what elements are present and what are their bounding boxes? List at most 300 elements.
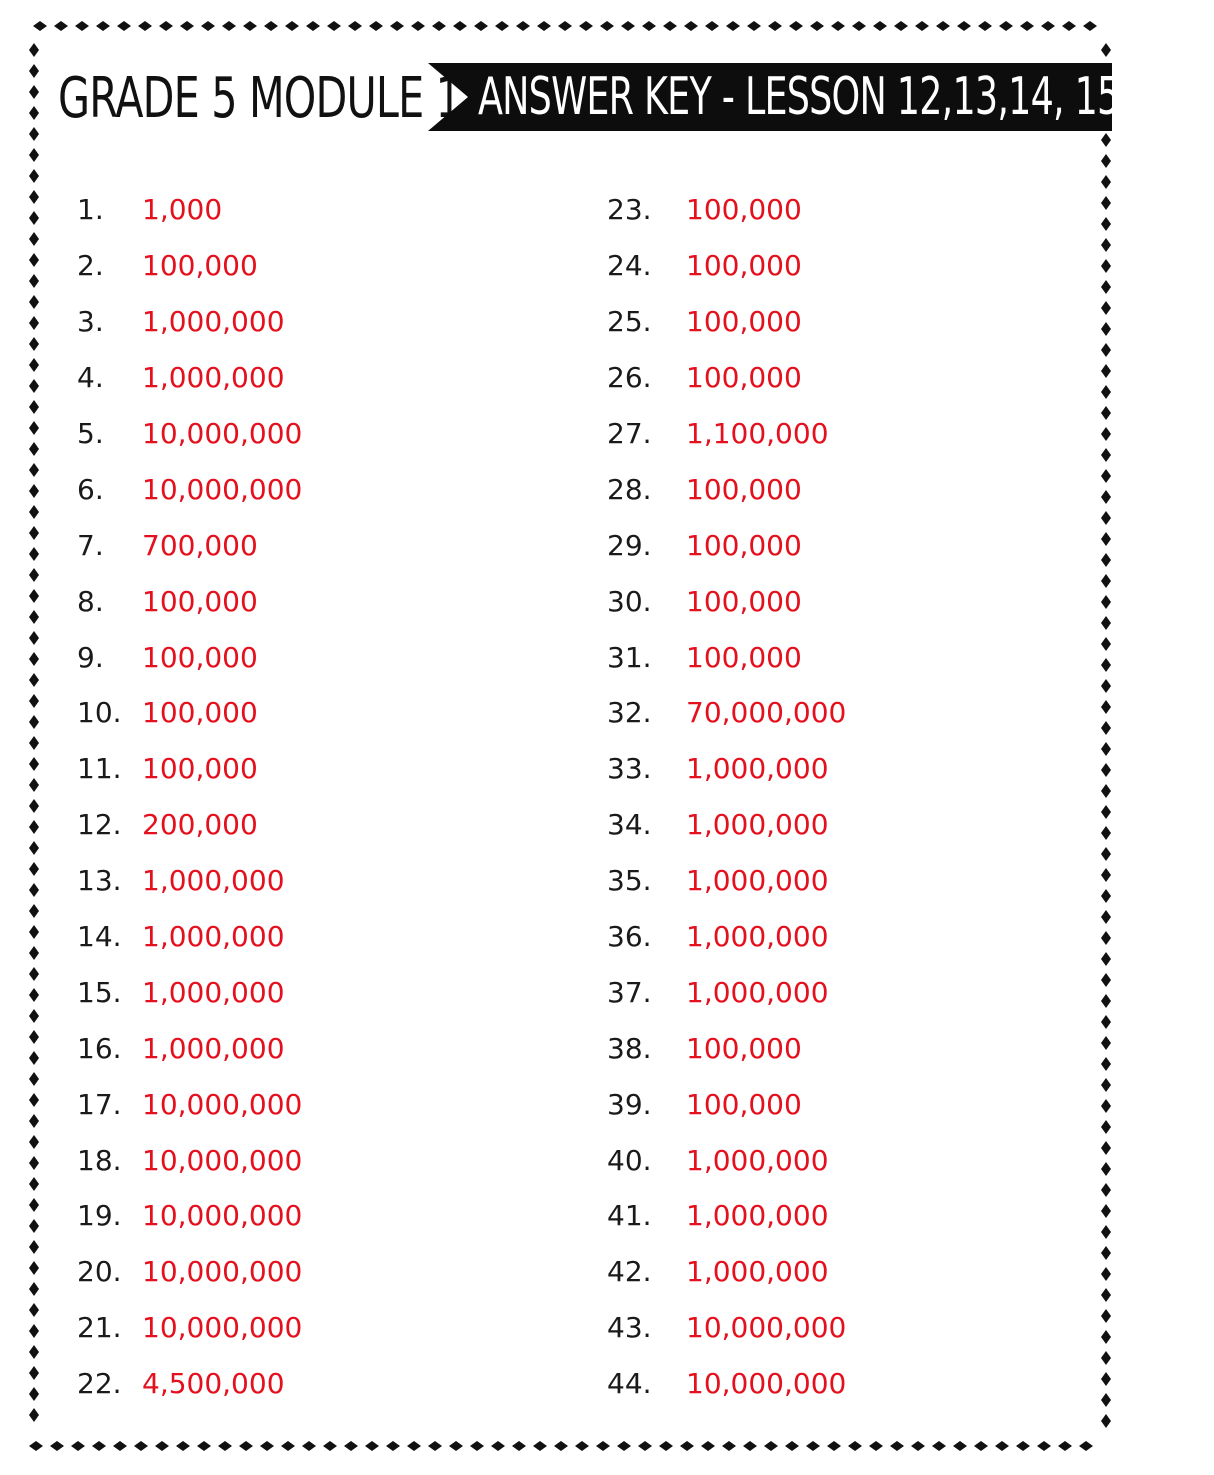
border-diamond [54, 21, 68, 31]
border-diamond [222, 21, 236, 31]
question-number: 1. [77, 193, 104, 227]
border-diamond [474, 21, 488, 31]
border-diamond [1101, 364, 1111, 378]
answer-value: 10,000,000 [142, 417, 303, 450]
answer-item [607, 573, 846, 629]
question-number: 44. [607, 1367, 652, 1401]
border-diamond [1101, 385, 1111, 399]
question-number: 16. [77, 1031, 122, 1065]
border-diamond [890, 1441, 904, 1451]
border-diamond [1101, 280, 1111, 294]
border-diamond [1101, 784, 1111, 798]
answer-value: 70,000,000 [686, 696, 847, 730]
answer-item [77, 964, 302, 1020]
border-diamond [1101, 1078, 1111, 1092]
answer-value: 10,000,000 [142, 1087, 303, 1121]
answer-item [607, 238, 846, 294]
answer-value: 1,000,000 [686, 808, 829, 842]
answer-value: 100,000 [686, 472, 802, 506]
question-number: 5. [77, 417, 104, 450]
border-diamond [869, 1441, 883, 1451]
answer-value: 1,000,000 [686, 1143, 829, 1177]
border-diamond [915, 21, 929, 31]
border-diamond [470, 1441, 484, 1451]
answer-value: 10,000,000 [142, 1311, 303, 1345]
answer-item [77, 1076, 302, 1132]
question-number: 14. [77, 920, 122, 954]
answer-value: 10,000,000 [142, 1199, 303, 1233]
border-diamond [1101, 217, 1111, 231]
question-number: 4. [77, 361, 104, 395]
answer-value: 1,000,000 [686, 1199, 829, 1233]
question-number: 23. [607, 193, 652, 227]
border-diamond [1101, 1162, 1111, 1176]
border-diamond [29, 694, 39, 708]
border-diamond [1101, 553, 1111, 567]
border-diamond [974, 1441, 988, 1451]
answer-item [77, 1356, 302, 1412]
answer-item [607, 1188, 846, 1244]
border-diamond [29, 337, 39, 351]
question-number: 18. [77, 1143, 122, 1177]
answer-value: 700,000 [142, 528, 258, 562]
border-diamond [537, 21, 551, 31]
border-diamond [491, 1441, 505, 1451]
answer-value: 100,000 [142, 249, 258, 283]
border-diamond [1101, 469, 1111, 483]
question-number: 26. [607, 361, 652, 395]
answer-item [77, 461, 302, 517]
border-diamond [1101, 1141, 1111, 1155]
question-number: 13. [77, 864, 122, 898]
border-diamond [1101, 343, 1111, 357]
border-diamond [432, 21, 446, 31]
answer-value: 1,000,000 [142, 361, 285, 395]
border-diamond [29, 568, 39, 582]
border-diamond [533, 1441, 547, 1451]
border-diamond [285, 21, 299, 31]
border-diamond [953, 1441, 967, 1451]
border-diamond [29, 841, 39, 855]
answer-value: 1,000,000 [686, 864, 829, 898]
answer-value: 100,000 [142, 696, 258, 730]
answer-value: 1,000,000 [686, 975, 829, 1009]
border-diamond [29, 610, 39, 624]
question-number: 28. [607, 472, 652, 506]
border-diamond [1101, 910, 1111, 924]
border-diamond [663, 21, 677, 31]
border-diamond [785, 1441, 799, 1451]
answer-item [607, 1244, 846, 1300]
border-diamond [138, 21, 152, 31]
answer-value: 10,000,000 [686, 1367, 847, 1401]
border-diamond [1101, 175, 1111, 189]
question-number: 41. [607, 1199, 652, 1233]
border-diamond [1101, 133, 1111, 147]
border-diamond [407, 1441, 421, 1451]
border-diamond [29, 1219, 39, 1233]
answer-value: 1,000,000 [142, 975, 285, 1009]
border-diamond [638, 1441, 652, 1451]
border-diamond [1101, 1393, 1111, 1407]
border-diamond [75, 21, 89, 31]
border-diamond [29, 1387, 39, 1401]
answer-value: 100,000 [686, 528, 802, 562]
border-diamond [1101, 1309, 1111, 1323]
border-diamond [1101, 1036, 1111, 1050]
question-number: 40. [607, 1143, 652, 1177]
answer-value: 1,000,000 [142, 305, 285, 339]
banner-title: ANSWER KEY - LESSON 12,13,14, 15 & 16 [478, 67, 1214, 127]
answer-value: 1,000,000 [142, 1031, 285, 1065]
answer-value: 1,000,000 [686, 1255, 829, 1289]
answer-value: 1,000,000 [686, 752, 829, 786]
border-diamond [29, 967, 39, 981]
border-diamond [1058, 1441, 1072, 1451]
question-number: 7. [77, 528, 104, 562]
question-number: 29. [607, 528, 652, 562]
answer-value: 100,000 [142, 752, 258, 786]
answer-item [77, 573, 302, 629]
border-diamond [1101, 238, 1111, 252]
answer-item [607, 294, 846, 350]
border-diamond [323, 1441, 337, 1451]
border-diamond [1101, 574, 1111, 588]
border-diamond [512, 1441, 526, 1451]
border-diamond [327, 21, 341, 31]
border-diamond [1101, 196, 1111, 210]
border-diamond [1101, 931, 1111, 945]
border-diamond [1101, 805, 1111, 819]
border-diamond [369, 21, 383, 31]
border-diamond [1101, 1183, 1111, 1197]
answer-item [77, 1188, 302, 1244]
border-diamond [1101, 532, 1111, 546]
border-diamond [365, 1441, 379, 1451]
border-diamond [29, 1072, 39, 1086]
answer-item [77, 517, 302, 573]
border-diamond [701, 1441, 715, 1451]
border-diamond [29, 820, 39, 834]
border-diamond [1037, 1441, 1051, 1451]
answer-item [77, 853, 302, 909]
border-diamond [1101, 154, 1111, 168]
border-diamond [1101, 595, 1111, 609]
answer-item [607, 517, 846, 573]
border-diamond [1041, 21, 1055, 31]
question-number: 24. [607, 249, 652, 283]
answer-value: 100,000 [686, 249, 802, 283]
border-diamond [29, 799, 39, 813]
answer-item [607, 1356, 846, 1412]
border-diamond [302, 1441, 316, 1451]
question-number: 21. [77, 1311, 122, 1345]
border-diamond [1101, 1099, 1111, 1113]
border-diamond [684, 21, 698, 31]
border-diamond [29, 1366, 39, 1380]
page-title: GRADE 5 MODULE 1 [58, 66, 462, 131]
border-diamond [96, 21, 110, 31]
border-diamond [29, 1030, 39, 1044]
answer-list-right [607, 182, 846, 1412]
answer-item [607, 1020, 846, 1076]
border-diamond [264, 21, 278, 31]
border-diamond [680, 1441, 694, 1451]
border-diamond [29, 463, 39, 477]
border-diamond [29, 484, 39, 498]
question-number: 15. [77, 975, 122, 1009]
question-number: 6. [77, 472, 104, 506]
question-number: 17. [77, 1087, 122, 1121]
answer-item [77, 1020, 302, 1076]
border-diamond [1101, 1330, 1111, 1344]
border-diamond [1101, 1246, 1111, 1260]
answer-value: 10,000,000 [142, 472, 303, 506]
border-diamond [29, 1009, 39, 1023]
border-diamond [768, 21, 782, 31]
answer-item [607, 461, 846, 517]
border-diamond [1101, 1267, 1111, 1281]
question-number: 3. [77, 305, 104, 339]
border-diamond [1101, 1288, 1111, 1302]
border-diamond [92, 1441, 106, 1451]
answer-item [607, 1132, 846, 1188]
border-diamond [1101, 952, 1111, 966]
border-diamond [29, 1303, 39, 1317]
border-diamond [218, 1441, 232, 1451]
border-diamond [722, 1441, 736, 1451]
answer-item [77, 797, 302, 853]
border-diamond [1101, 1204, 1111, 1218]
question-number: 37. [607, 975, 652, 1009]
border-diamond [764, 1441, 778, 1451]
question-number: 43. [607, 1311, 652, 1345]
answer-item [607, 1300, 846, 1356]
border-diamond [726, 21, 740, 31]
question-number: 27. [607, 417, 652, 450]
border-diamond [29, 1198, 39, 1212]
border-diamond [743, 1441, 757, 1451]
answer-value: 100,000 [686, 640, 802, 674]
border-diamond [29, 862, 39, 876]
border-diamond [747, 21, 761, 31]
question-number: 38. [607, 1031, 652, 1065]
border-diamond [29, 1441, 43, 1451]
answer-item [77, 909, 302, 965]
border-diamond [29, 652, 39, 666]
question-number: 8. [77, 584, 104, 618]
answer-item [77, 629, 302, 685]
answer-value: 100,000 [686, 1031, 802, 1065]
border-diamond [1016, 1441, 1030, 1451]
border-diamond [29, 232, 39, 246]
answer-item [77, 1300, 302, 1356]
border-diamond [29, 1282, 39, 1296]
question-number: 42. [607, 1255, 652, 1289]
question-number: 32. [607, 696, 652, 730]
border-diamond [29, 1324, 39, 1338]
answer-value: 1,100,000 [686, 417, 829, 450]
border-diamond [29, 169, 39, 183]
border-diamond [344, 1441, 358, 1451]
border-diamond [33, 21, 47, 31]
border-diamond [180, 21, 194, 31]
border-diamond [239, 1441, 253, 1451]
question-number: 19. [77, 1199, 122, 1233]
border-diamond [848, 1441, 862, 1451]
answer-item [77, 741, 302, 797]
border-diamond [999, 21, 1013, 31]
border-diamond [117, 21, 131, 31]
border-diamond [29, 547, 39, 561]
border-diamond [29, 295, 39, 309]
border-diamond [806, 1441, 820, 1451]
border-diamond [1101, 700, 1111, 714]
border-diamond [386, 1441, 400, 1451]
question-number: 30. [607, 584, 652, 618]
border-diamond [29, 400, 39, 414]
border-diamond [1101, 1057, 1111, 1071]
border-diamond [936, 21, 950, 31]
border-diamond [281, 1441, 295, 1451]
question-number: 34. [607, 808, 652, 842]
question-number: 12. [77, 808, 122, 842]
border-diamond [516, 21, 530, 31]
border-diamond [495, 21, 509, 31]
border-diamond [449, 1441, 463, 1451]
border-diamond [894, 21, 908, 31]
border-diamond [453, 21, 467, 31]
answer-item [607, 182, 846, 238]
border-diamond [29, 127, 39, 141]
answer-value: 4,500,000 [142, 1367, 285, 1401]
border-diamond [29, 1135, 39, 1149]
border-diamond [1101, 679, 1111, 693]
border-diamond [390, 21, 404, 31]
border-diamond [29, 274, 39, 288]
border-diamond [29, 379, 39, 393]
answer-value: 10,000,000 [686, 1311, 847, 1345]
border-diamond [1101, 406, 1111, 420]
border-diamond [1101, 994, 1111, 1008]
border-diamond [29, 757, 39, 771]
border-diamond [1101, 490, 1111, 504]
border-diamond [29, 148, 39, 162]
answer-item [77, 1132, 302, 1188]
border-diamond [29, 526, 39, 540]
border-diamond [642, 21, 656, 31]
border-diamond [29, 946, 39, 960]
answer-item [77, 294, 302, 350]
border-diamond [1101, 763, 1111, 777]
border-diamond [810, 21, 824, 31]
answer-item [607, 406, 846, 462]
border-diamond [659, 1441, 673, 1451]
border-diamond [621, 21, 635, 31]
border-diamond [29, 1408, 39, 1422]
border-diamond [911, 1441, 925, 1451]
border-diamond [29, 190, 39, 204]
border-diamond [1101, 868, 1111, 882]
border-diamond [1079, 1441, 1093, 1451]
border-diamond [1101, 1225, 1111, 1239]
border-diamond [1101, 511, 1111, 525]
border-diamond [29, 883, 39, 897]
border-diamond [29, 904, 39, 918]
border-diamond [29, 715, 39, 729]
answer-list-left [77, 182, 302, 1412]
border-diamond [1101, 43, 1111, 57]
border-diamond [596, 1441, 610, 1451]
border-diamond [600, 21, 614, 31]
border-diamond [29, 1051, 39, 1065]
border-diamond [29, 211, 39, 225]
answer-item [607, 853, 846, 909]
border-diamond [29, 316, 39, 330]
answer-item [607, 797, 846, 853]
border-diamond [1101, 616, 1111, 630]
border-diamond [29, 106, 39, 120]
border-diamond [1101, 427, 1111, 441]
border-diamond [260, 1441, 274, 1451]
border-diamond [29, 1240, 39, 1254]
border-diamond [411, 21, 425, 31]
border-diamond [29, 1261, 39, 1275]
border-diamond [1101, 847, 1111, 861]
answer-value: 100,000 [686, 305, 802, 339]
border-diamond [29, 442, 39, 456]
border-diamond [29, 421, 39, 435]
question-number: 10. [77, 696, 122, 730]
border-diamond [29, 631, 39, 645]
border-diamond [29, 1345, 39, 1359]
border-diamond [1083, 21, 1097, 31]
border-diamond [29, 1093, 39, 1107]
answer-value: 100,000 [686, 584, 802, 618]
answer-item [607, 909, 846, 965]
answer-value: 10,000,000 [142, 1255, 303, 1289]
border-diamond [1101, 448, 1111, 462]
answer-item [607, 629, 846, 685]
answer-value: 100,000 [142, 584, 258, 618]
border-diamond [29, 1156, 39, 1170]
border-diamond [1062, 21, 1076, 31]
question-number: 9. [77, 640, 104, 674]
question-number: 31. [607, 640, 652, 674]
question-number: 35. [607, 864, 652, 898]
border-diamond [1101, 1015, 1111, 1029]
border-diamond [558, 21, 572, 31]
border-diamond [201, 21, 215, 31]
answer-item [77, 406, 302, 462]
answer-value: 100,000 [686, 361, 802, 395]
question-number: 22. [77, 1367, 122, 1401]
answer-value: 200,000 [142, 808, 258, 842]
border-diamond [348, 21, 362, 31]
border-diamond [1101, 826, 1111, 840]
border-diamond [1101, 259, 1111, 273]
answer-item [607, 964, 846, 1020]
border-diamond [29, 43, 39, 57]
border-diamond [197, 1441, 211, 1451]
border-diamond [831, 21, 845, 31]
border-diamond [50, 1441, 64, 1451]
border-diamond [29, 358, 39, 372]
border-diamond [1101, 742, 1111, 756]
answer-value: 100,000 [686, 1087, 802, 1121]
border-diamond [134, 1441, 148, 1451]
border-diamond [29, 1177, 39, 1191]
